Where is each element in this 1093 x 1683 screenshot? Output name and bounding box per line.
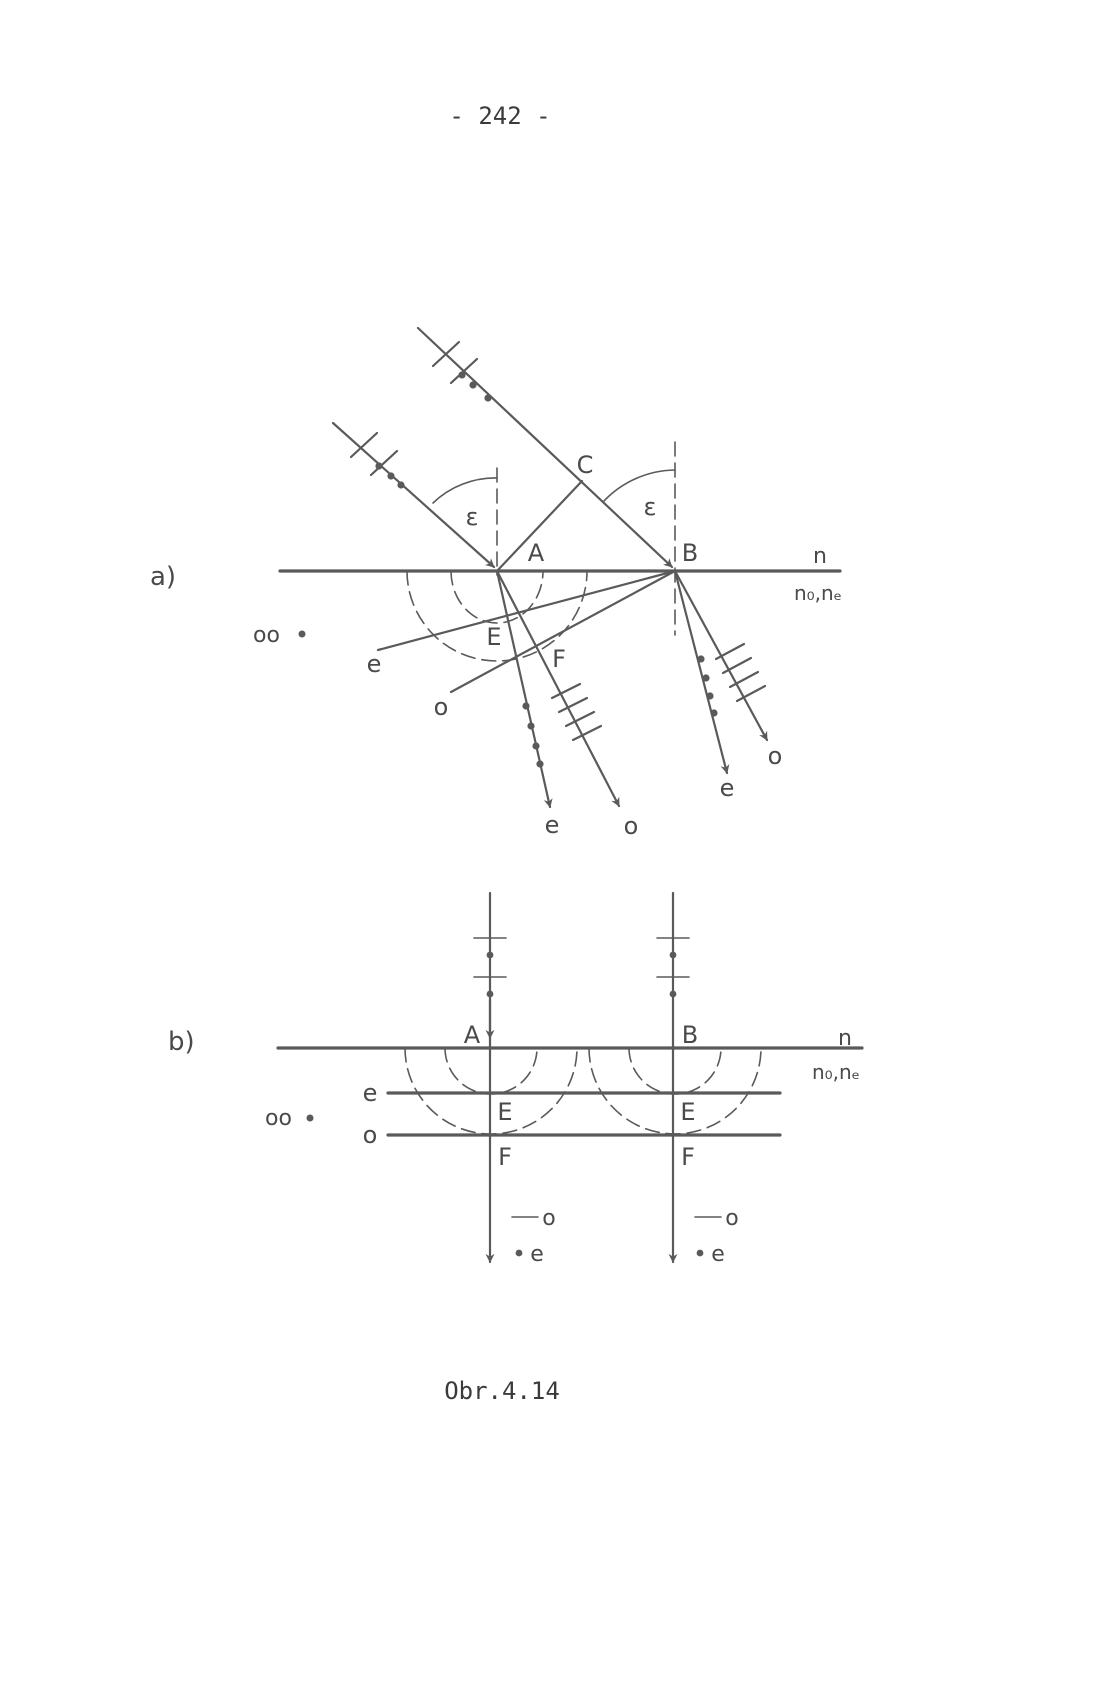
- medium-below-label: n₀,nₑ: [811, 1060, 861, 1084]
- panel-a-axis-note: [253, 623, 306, 648]
- wavefront-o: [451, 571, 675, 692]
- medium-above-label: n: [813, 544, 827, 569]
- polarization-marks-e-b: [697, 655, 717, 716]
- ray-o-label-a: o: [623, 812, 639, 840]
- legend-b: [695, 1206, 739, 1267]
- wavefront-e-label: e: [362, 1079, 378, 1107]
- angle-label-a: ε: [465, 503, 479, 531]
- legend-o-label: o: [725, 1206, 739, 1231]
- ray-o-label-b: o: [767, 742, 783, 770]
- panel-a-optic-axis-label: oo: [253, 623, 280, 648]
- legend-e-label: e: [711, 1242, 725, 1267]
- point-e-label-b: E: [680, 1098, 696, 1126]
- ray-e-label-b: e: [719, 774, 735, 802]
- point-b-label: B: [681, 1021, 699, 1049]
- incident-ray-2: [418, 328, 672, 567]
- figure-caption: Obr.4.14: [444, 1377, 560, 1405]
- wavelet-outer-b: [589, 1048, 761, 1134]
- panel-a-label: a): [150, 562, 177, 592]
- wavefront-e-label: e: [366, 650, 382, 678]
- ray-e-label-a: e: [544, 811, 560, 839]
- page-number: - 242 -: [449, 102, 551, 130]
- point-e-label: E: [486, 623, 502, 651]
- point-a-label: A: [463, 1021, 481, 1049]
- legend-dot-symbol: [697, 1250, 704, 1257]
- wavefront-e: [378, 571, 675, 650]
- panel-b-label: b): [168, 1027, 195, 1057]
- legend-o-label: o: [542, 1206, 556, 1231]
- angle-arc-b: [603, 470, 675, 502]
- angle-arc-a: [433, 478, 497, 503]
- point-a-label: A: [527, 539, 545, 567]
- refracted-ray-o-a: [497, 571, 619, 806]
- point-c-label: C: [576, 451, 594, 479]
- panel-b-optic-axis-label: oo: [265, 1106, 292, 1131]
- wavefront-o-label: o: [433, 693, 449, 721]
- angle-label-b: ε: [643, 493, 657, 521]
- legend-e-label: e: [530, 1242, 544, 1267]
- point-b-label: B: [681, 539, 699, 567]
- point-e-label-a: E: [497, 1098, 513, 1126]
- incident-ray-1: [333, 423, 494, 567]
- dot-symbol: [299, 631, 306, 638]
- legend-dot-symbol: [516, 1250, 523, 1257]
- medium-above-label: n: [838, 1026, 852, 1051]
- wavelet-inner: [451, 571, 543, 623]
- panel-a: [150, 328, 842, 840]
- refracted-ray-e-b: [675, 571, 727, 773]
- point-f-label: F: [552, 645, 566, 673]
- wavefront-o-label: o: [362, 1121, 378, 1149]
- panel-b-axis-note: [265, 1106, 314, 1131]
- dot-symbol: [307, 1115, 314, 1122]
- point-f-label-a: F: [498, 1143, 512, 1171]
- legend-a: [512, 1206, 556, 1267]
- point-f-label-b: F: [681, 1143, 695, 1171]
- medium-below-label: n₀,nₑ: [793, 581, 843, 605]
- panel-b: [168, 893, 862, 1267]
- wavelet-inner-b: [629, 1048, 721, 1094]
